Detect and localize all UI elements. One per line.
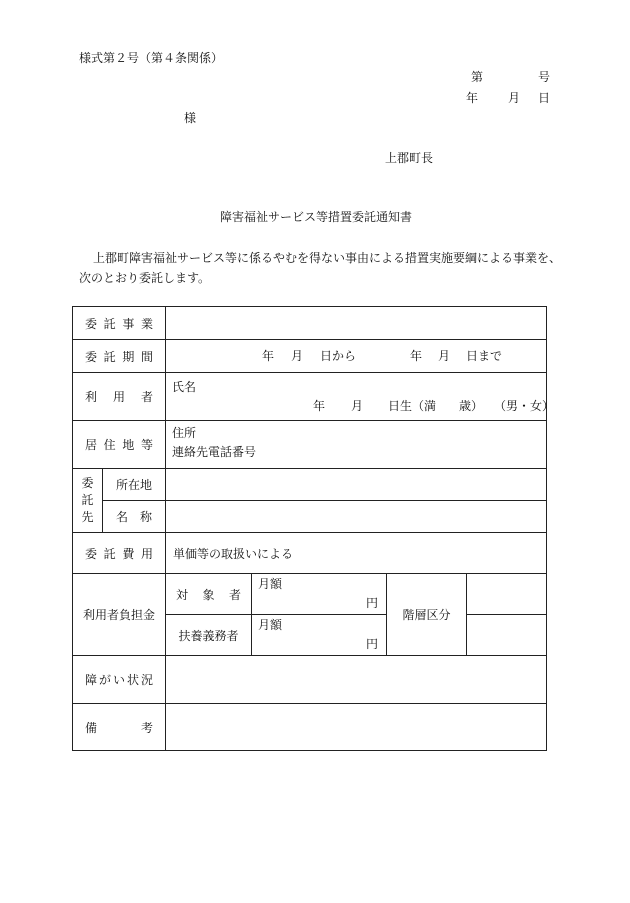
document-number-suffix: 号 (537, 70, 550, 84)
user-birth-year: 年 (313, 399, 326, 413)
row-residence (73, 421, 547, 469)
burden-target-monthly-label: 月額 (258, 577, 283, 591)
contractor-label-char-2: 託 (81, 493, 94, 507)
user-age-unit: 歳） (459, 399, 484, 413)
row-contractor-name (73, 501, 547, 533)
burden-supporter-label: 扶養義務者 (166, 615, 252, 656)
contractor-name-label-text: 名 称 (116, 510, 152, 524)
disability-value (166, 656, 547, 704)
user-sex: （男・女） (494, 399, 555, 413)
contractor-label-char-1: 委 (81, 476, 94, 490)
contractor-name-value (166, 501, 547, 533)
burden-supporter-amount (252, 615, 387, 656)
period-start-day: 日から (320, 349, 357, 363)
fee-label-text: 委 託 費 用 (85, 546, 153, 561)
user-label-text: 利 用 者 (85, 390, 153, 404)
burden-target-yen: 円 (365, 596, 378, 610)
document-number-prefix: 第 (471, 70, 484, 84)
contractor-name-label (103, 501, 166, 533)
period-end-year: 年 (410, 349, 423, 363)
row-period (73, 340, 547, 373)
row-disability (73, 656, 547, 704)
row-user (73, 373, 547, 421)
burden-tier-label: 階層区分 (387, 574, 467, 656)
addressee-suffix: 様 (184, 111, 197, 125)
fee-value: 単価等の取扱いによる (166, 533, 547, 574)
period-start-month: 月 (291, 349, 304, 363)
burden-tier-value-1 (467, 574, 547, 615)
period-value (166, 340, 547, 373)
user-label (73, 373, 166, 421)
burden-target-label (166, 574, 252, 615)
residence-value (166, 421, 547, 469)
residence-label-text: 居 住 地 等 (85, 438, 153, 452)
row-contractor-location (73, 469, 547, 501)
user-birth-day: 日生（満 (388, 399, 437, 413)
user-birth-month: 月 (351, 399, 364, 413)
form-number: 様式第２号（第４条関係） (79, 51, 224, 65)
issue-date-month: 月 (508, 91, 521, 105)
business-label (73, 307, 166, 340)
remarks-label-text: 備 考 (85, 720, 153, 735)
user-value (166, 373, 555, 421)
row-burden-target (73, 574, 547, 615)
commission-table (72, 306, 555, 751)
disability-label-text: 障 が い 状 況 (85, 673, 153, 687)
residence-phone-label: 連絡先電話番号 (172, 445, 257, 459)
burden-target-amount (252, 574, 387, 615)
burden-target-label-text: 対 象 者 (176, 587, 241, 602)
disability-label (73, 656, 166, 704)
row-business (73, 307, 547, 340)
row-fee (73, 533, 547, 574)
residence-address-label: 住所 (172, 426, 197, 440)
contractor-label-char-3: 先 (81, 510, 94, 524)
body-text-line2: 次のとおり委託します。 (79, 271, 211, 285)
period-label-text: 委 託 期 間 (85, 349, 153, 364)
period-label (73, 340, 166, 373)
business-label-text: 委 託 事 業 (85, 316, 153, 331)
burden-label: 利用者負担金 (73, 574, 166, 656)
issue-date-year: 年 (466, 91, 479, 105)
remarks-value (166, 704, 547, 751)
remarks-label (73, 704, 166, 751)
issue-date-day: 日 (538, 91, 551, 105)
business-value (166, 307, 547, 340)
contractor-location-value (166, 469, 547, 501)
period-end-day: 日まで (466, 349, 503, 363)
document-number (471, 70, 550, 84)
user-name-label: 氏名 (172, 380, 197, 394)
document-title: 障害福祉サービス等措置委託通知書 (220, 210, 413, 224)
burden-supporter-yen: 円 (365, 637, 378, 651)
fee-label (73, 533, 166, 574)
residence-label (73, 421, 166, 469)
contractor-location-label: 所在地 (103, 469, 166, 501)
contractor-label (73, 469, 103, 533)
burden-tier-value-2 (467, 615, 547, 656)
period-end-month: 月 (438, 349, 451, 363)
period-start-year: 年 (262, 349, 275, 363)
row-remarks (73, 704, 547, 751)
body-text-line1: 上郡町障害福祉サービス等に係るやむを得ない事由による措置実施要綱による事業を、 (93, 251, 562, 265)
burden-supporter-monthly-label: 月額 (258, 618, 283, 632)
issuer-name: 上郡町長 (385, 151, 434, 165)
